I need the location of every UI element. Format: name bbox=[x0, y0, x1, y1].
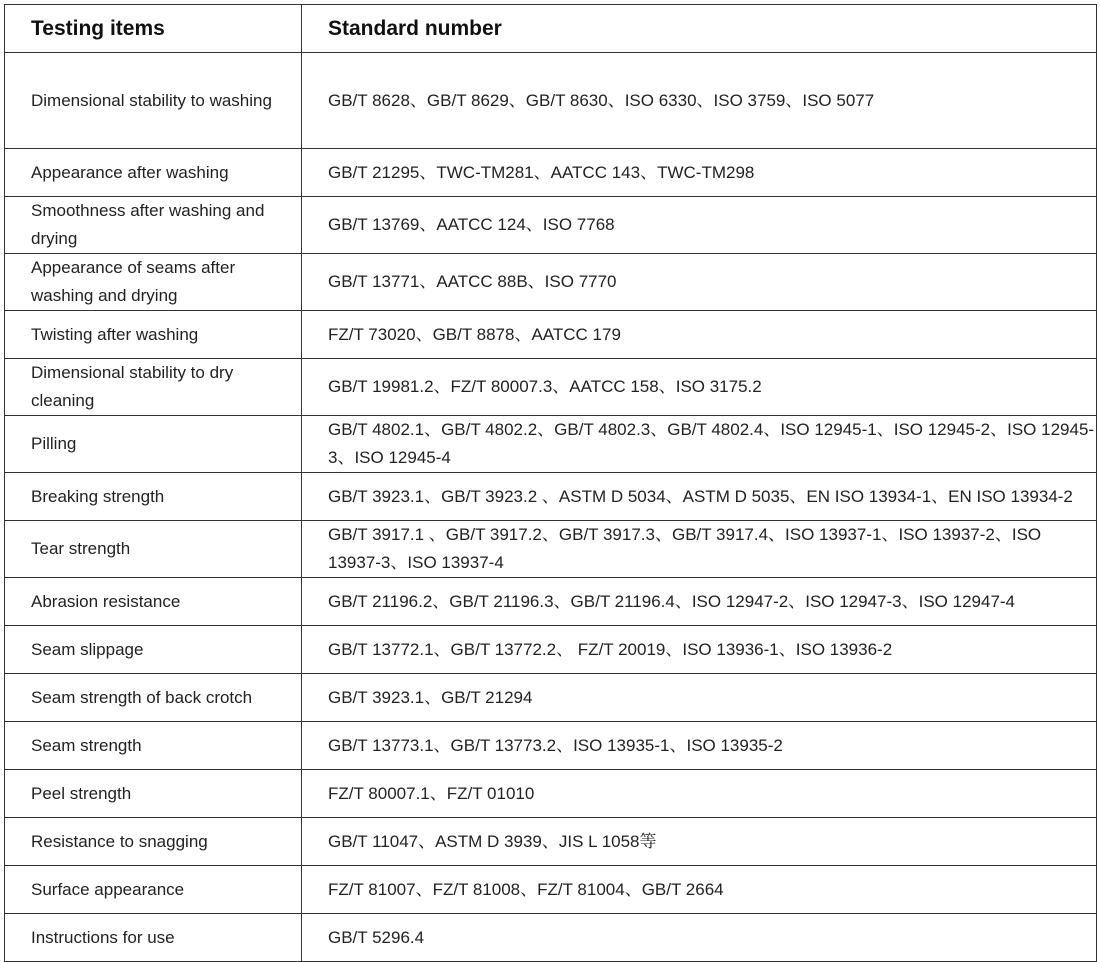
table-row bbox=[5, 866, 1097, 914]
testing-item: Dimensional stability to dry cleaning bbox=[5, 359, 302, 416]
header-standard-number: Standard number bbox=[302, 5, 1097, 53]
table-row bbox=[5, 416, 1097, 473]
standard-number: GB/T 4802.1、GB/T 4802.2、GB/T 4802.3、GB/T 4802.4、ISO 12945-1、ISO 12945-2、ISO 12945-3、ISO 12945-4 bbox=[302, 416, 1097, 473]
table-row bbox=[5, 197, 1097, 254]
standard-number: GB/T 5296.4 bbox=[302, 914, 1097, 962]
table-row bbox=[5, 578, 1097, 626]
testing-item: Breaking strength bbox=[5, 473, 302, 521]
testing-item: Seam slippage bbox=[5, 626, 302, 674]
testing-item: Resistance to snagging bbox=[5, 818, 302, 866]
testing-item: Seam strength of back crotch bbox=[5, 674, 302, 722]
standard-number: GB/T 11047、ASTM D 3939、JIS L 1058等 bbox=[302, 818, 1097, 866]
testing-item: Surface appearance bbox=[5, 866, 302, 914]
table-row bbox=[5, 770, 1097, 818]
table-row bbox=[5, 722, 1097, 770]
standard-number: GB/T 13772.1、GB/T 13772.2、 FZ/T 20019、ISO 13936-1、ISO 13936-2 bbox=[302, 626, 1097, 674]
standard-number: GB/T 3917.1 、GB/T 3917.2、GB/T 3917.3、GB/T 3917.4、ISO 13937-1、ISO 13937-2、ISO 13937-3、ISO 13937-4 bbox=[302, 521, 1097, 578]
header-testing-items: Testing items bbox=[5, 5, 302, 53]
standard-number: GB/T 21295、TWC-TM281、AATCC 143、TWC-TM298 bbox=[302, 149, 1097, 197]
table-row bbox=[5, 53, 1097, 149]
table-row bbox=[5, 818, 1097, 866]
testing-item: Seam strength bbox=[5, 722, 302, 770]
standard-number: GB/T 21196.2、GB/T 21196.3、GB/T 21196.4、ISO 12947-2、ISO 12947-3、ISO 12947-4 bbox=[302, 578, 1097, 626]
standard-number: GB/T 3923.1、GB/T 3923.2 、ASTM D 5034、ASTM D 5035、EN ISO 13934-1、EN ISO 13934-2 bbox=[302, 473, 1097, 521]
testing-item: Appearance after washing bbox=[5, 149, 302, 197]
standard-number: GB/T 13769、AATCC 124、ISO 7768 bbox=[302, 197, 1097, 254]
standards-table bbox=[4, 4, 1097, 962]
standard-number: GB/T 3923.1、GB/T 21294 bbox=[302, 674, 1097, 722]
standard-number: FZ/T 73020、GB/T 8878、AATCC 179 bbox=[302, 311, 1097, 359]
standard-number: GB/T 13773.1、GB/T 13773.2、ISO 13935-1、ISO 13935-2 bbox=[302, 722, 1097, 770]
table-row bbox=[5, 359, 1097, 416]
testing-item: Pilling bbox=[5, 416, 302, 473]
table-row bbox=[5, 674, 1097, 722]
standard-number: FZ/T 81007、FZ/T 81008、FZ/T 81004、GB/T 2664 bbox=[302, 866, 1097, 914]
table-row bbox=[5, 626, 1097, 674]
standard-number: FZ/T 80007.1、FZ/T 01010 bbox=[302, 770, 1097, 818]
testing-item: Abrasion resistance bbox=[5, 578, 302, 626]
table-row bbox=[5, 149, 1097, 197]
testing-item: Twisting after washing bbox=[5, 311, 302, 359]
table-row bbox=[5, 521, 1097, 578]
testing-item: Smoothness after washing and drying bbox=[5, 197, 302, 254]
testing-item: Dimensional stability to washing bbox=[5, 53, 302, 149]
testing-item: Instructions for use bbox=[5, 914, 302, 962]
table-row bbox=[5, 311, 1097, 359]
table-row bbox=[5, 254, 1097, 311]
testing-item: Peel strength bbox=[5, 770, 302, 818]
standard-number: GB/T 13771、AATCC 88B、ISO 7770 bbox=[302, 254, 1097, 311]
table-row bbox=[5, 473, 1097, 521]
testing-item: Appearance of seams after washing and drying bbox=[5, 254, 302, 311]
header-row bbox=[5, 5, 1097, 53]
testing-item: Tear strength bbox=[5, 521, 302, 578]
standard-number: GB/T 8628、GB/T 8629、GB/T 8630、ISO 6330、ISO 3759、ISO 5077 bbox=[302, 53, 1097, 149]
standard-number: GB/T 19981.2、FZ/T 80007.3、AATCC 158、ISO 3175.2 bbox=[302, 359, 1097, 416]
